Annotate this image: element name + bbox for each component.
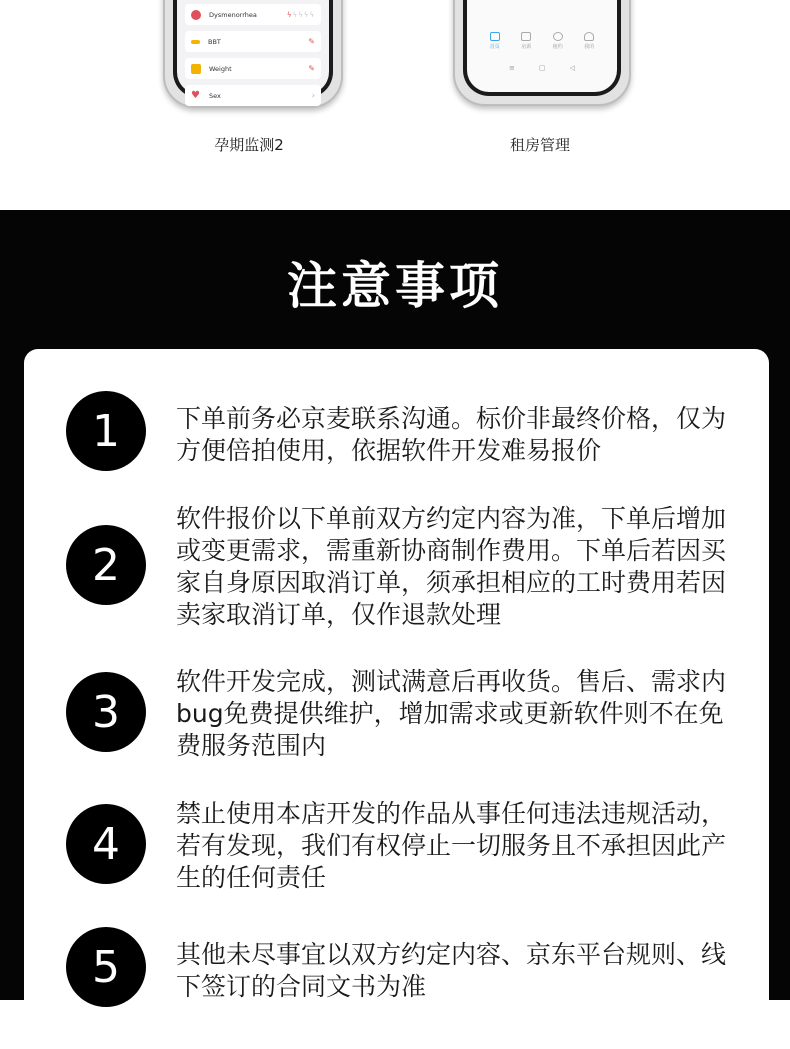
phone-screen xyxy=(467,0,617,92)
user-icon xyxy=(584,32,594,41)
notice-title: 注意事项 xyxy=(287,257,503,315)
system-nav-bar xyxy=(467,64,617,72)
tab-lease[interactable]: 租约 xyxy=(553,32,563,50)
record-row-weight[interactable]: Weight ✎ xyxy=(185,58,321,79)
phone-mockup-pregnancy xyxy=(163,0,343,108)
notice-card xyxy=(24,349,769,1049)
tab-home[interactable]: 首页 xyxy=(490,32,500,50)
edit-icon[interactable]: ✎ xyxy=(308,37,315,46)
notice-section xyxy=(0,210,790,1000)
chevron-right-icon[interactable]: › xyxy=(311,91,315,100)
scale-icon xyxy=(191,64,201,74)
item-number-badge: 3 xyxy=(66,672,146,752)
tab-profile[interactable]: 我的 xyxy=(584,32,594,50)
document-icon xyxy=(553,32,563,41)
item-number-badge: 5 xyxy=(66,927,146,1007)
record-row-dysmenorrhea[interactable]: Dysmenorrhea ϟϟϟϟϟ xyxy=(185,4,321,25)
caption-rental-app: 租房管理 xyxy=(509,136,570,154)
item-number-badge: 1 xyxy=(66,391,146,471)
record-row-bbt[interactable]: BBT ✎ xyxy=(185,31,321,52)
item-number-badge: 2 xyxy=(66,525,146,605)
back-icon[interactable]: ◁ xyxy=(569,64,575,72)
pain-icon xyxy=(191,10,201,20)
item-text: 下单前务必京麦联系沟通。标价非最终价格，仅为方便倍拍使用，依据软件开发难易报价 xyxy=(176,404,727,465)
caption-pregnancy-app: 孕期监测2 xyxy=(214,136,284,154)
item-text: 禁止使用本店开发的作品从事任何违法违规活动，若有发现，我们有权停止一切服务且不承担因此产生的任何责任 xyxy=(176,799,727,892)
phone-mockup-rental xyxy=(453,0,631,106)
phone-screen xyxy=(177,0,329,101)
item-text: 其他未尽事宜以双方约定内容、京东平台规则、线下签订的合同文书为准 xyxy=(176,940,727,1001)
house-icon xyxy=(521,32,531,41)
item-number-badge: 4 xyxy=(66,804,146,884)
item-text: 软件开发完成，测试满意后再收货。售后、需求内bug免费提供维护，增加需求或更新软件则不在免费服务范围内 xyxy=(176,667,727,760)
edit-icon[interactable]: ✎ xyxy=(308,64,315,73)
home-icon xyxy=(490,32,500,41)
home-button-icon[interactable]: ▢ xyxy=(538,64,546,72)
menu-icon[interactable]: ≡ xyxy=(509,64,515,72)
pain-level-icons[interactable]: ϟϟϟϟϟ xyxy=(286,10,315,19)
item-text: 软件报价以下单前双方约定内容为准，下单后增加或变更需求，需重新协商制作费用。下单后若因买家自身原因取消订单，须承担相应的工时费用若因卖家取消订单，仅作退款处理 xyxy=(176,504,727,629)
heart-icon: ♥ xyxy=(191,89,200,101)
thermometer-icon xyxy=(191,40,200,44)
tab-listings[interactable]: 房源 xyxy=(521,32,531,50)
bottom-tab-bar xyxy=(467,32,617,50)
record-row-sex[interactable]: ♥ Sex › xyxy=(185,85,321,106)
showcase-section xyxy=(0,0,790,210)
